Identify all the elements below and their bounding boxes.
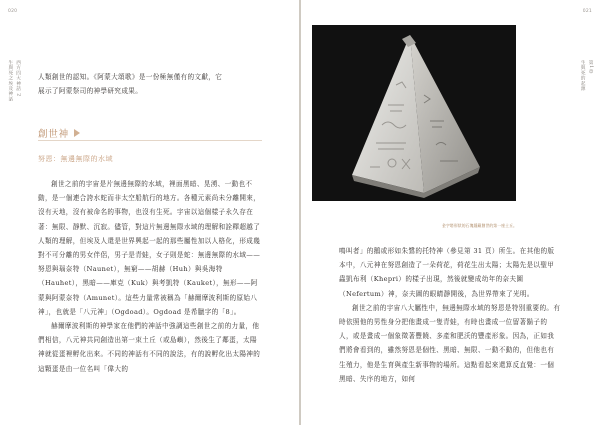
running-head-left-line: 西方四大神話 2 xyxy=(15,60,21,97)
page-number-right: 021 xyxy=(582,9,592,14)
running-head-left xyxy=(6,60,22,102)
running-head-right-line: 生與死的起源 xyxy=(580,60,586,92)
left-page xyxy=(0,0,299,425)
section-heading xyxy=(38,126,80,140)
page-number-left: 020 xyxy=(8,9,18,14)
intro-line: 展示了阿蒙祭司的神學研究成果。 xyxy=(38,87,143,96)
subsection-title: 努恩：無邊無際的水域 xyxy=(38,155,113,163)
intro-text xyxy=(38,70,262,98)
pyramid-stone-icon xyxy=(312,25,516,201)
left-body-text xyxy=(38,177,262,417)
body-paragraph: 創世之前的宇宙八大屬性中，無邊無際水域的努恩是特別重要的。有時依照他的男性身分把他畫成一隻青蛙，有時也畫成一位留著鬍子的人，或是畫成一個象徵著豐饒、多產和肥沃的豐產形象。因為，正如我們將會看到的，雖然努恩是個性、黑暗、無限、一動不動的，但他也有生殖力，他是生育與產生新事物的場所。這點看起來還算反直覺：一個黑暗、失序的地方，如何 xyxy=(339,303,561,383)
photo-caption: 金字塔形狀的石塊隱藏創世的第一座土丘。 xyxy=(442,223,517,228)
body-paragraph: 鳴叫者」的鵝或形如朱鷺的托特神（參見第 31 頁）所生。在其他的版本中，八元神在努恩創造了一朵荷花，荷花生出太陽；太陽先是以聖甲蟲凱布利（Khepri）的樣子出現，然後就變成幼年的奈夫圖（Nefertum）神，奈夫圖的眼睛靜開後，為世界帶來了光明。 xyxy=(339,247,555,298)
section-divider xyxy=(38,140,262,141)
right-body-text xyxy=(339,244,561,386)
pyramidion-photo xyxy=(312,25,516,201)
running-head-right xyxy=(578,60,594,91)
body-paragraph: 赫爾摩波利斯的神學家在他們的神話中強調這些創世之前的力量，他們相信，八元神共同創造出第一束土丘（或島嶼），然後生了鄰蛋，太陽神就從蛋裡孵化出來。不同的神話有不同的說法，有的說孵化出太陽神的這顆蛋是由一位名叫「偉大的 xyxy=(38,322,261,373)
running-head-right-line: 第1章 xyxy=(588,60,593,74)
running-head-left-line: 生與死之埃及神話 xyxy=(7,60,13,102)
section-title: 創世神 xyxy=(38,129,69,140)
body-paragraph: 創世之前的宇宙是片無邊無際的水域，裡面黑暗、晃湧、一動也不動，是一個連合誇水蛇而非太空船航行的地方。各種元素尚未分離開來，沒有天地，沒有被命名的事物，也沒有生死。宇宙以這個樣子永久存在著：無限、靜默、沉寂。儘管，對這片無邊無際水域的理解和詮釋超越了人類的理解，但埃及人還是世界興起一起的那些屬性加以人格化，形成幾對不可分離的男女伴侶，男子是青蛙，女子則是蛇：無邊無際的水域——努恩與瑙奈特（Naunet），無窮——胡赫（Huh）與吳海特（Hauhet），黑暗——庫克（Kuk）與考凱特（Kauket），無形——阿蒙與阿蒙奈特（Amunet）。這些力量常被稱為「赫爾摩波利斯的原始八神」，也就是「八元神」（Ogdoad）。Ogdoad 是希臘字的「8」。 xyxy=(38,180,261,316)
intro-line: 人類創世的認知。《阿蒙大頌歌》是一份極無僅有的文獻，它 xyxy=(38,73,223,81)
triangle-icon xyxy=(74,129,80,137)
